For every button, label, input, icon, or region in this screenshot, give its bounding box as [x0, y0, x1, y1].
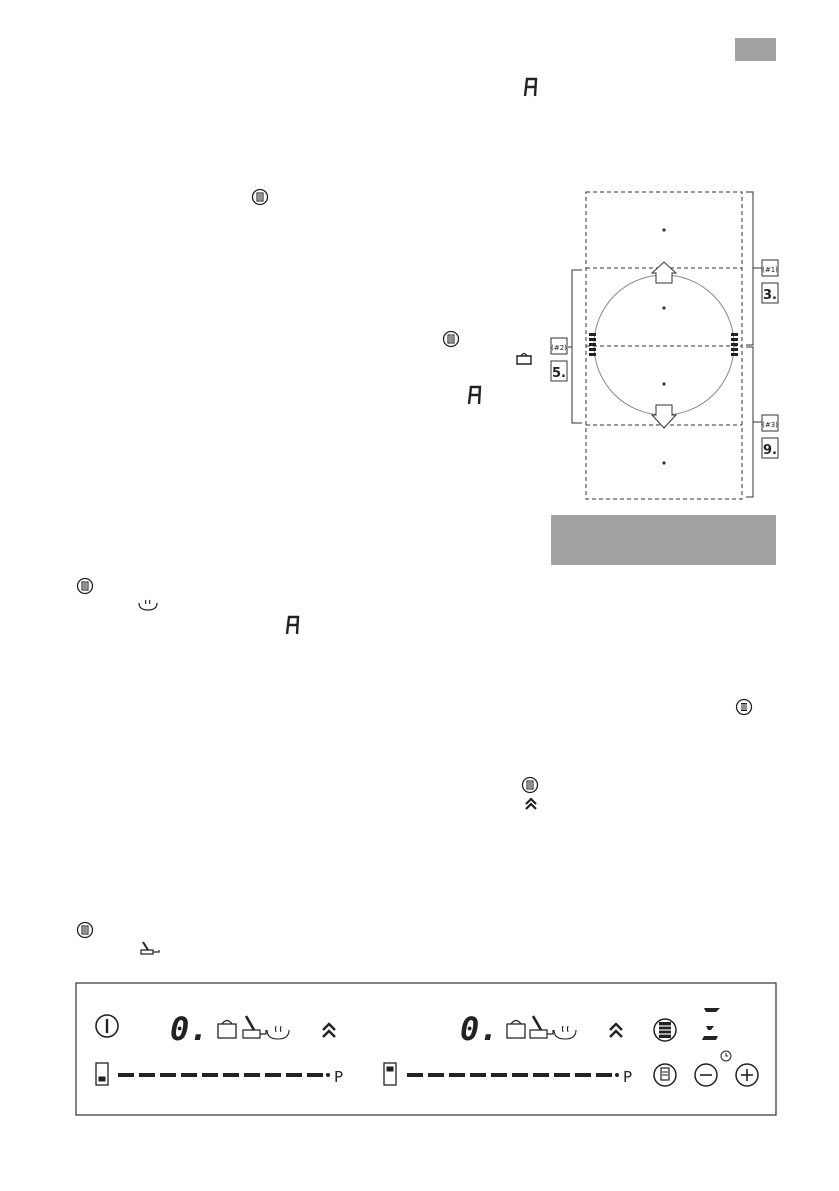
zone-select-icon	[251, 188, 269, 206]
auto-letter-a-icon	[465, 384, 485, 406]
zone-select-icon	[442, 330, 460, 348]
side-markers	[589, 333, 738, 356]
left-zone-display: 0.	[170, 1010, 209, 1048]
arrow-up-icon	[652, 262, 676, 283]
auto-letter-a-icon	[521, 76, 541, 98]
frying-pan-icon	[138, 940, 162, 956]
zone-level-1: 3.	[763, 288, 777, 303]
zone-select-icon	[76, 921, 94, 939]
right-slider-p-label: P	[623, 1068, 633, 1086]
zone-select-icon	[521, 776, 539, 794]
left-slider-p-label: P	[334, 1068, 344, 1086]
cooking-zone-diagram	[545, 185, 785, 505]
pot-icon	[514, 350, 534, 366]
zone-level-2: 5.	[552, 366, 566, 381]
zone-label-2: (#2)	[551, 344, 567, 352]
zone-select-icon	[76, 577, 94, 595]
page-tab	[735, 38, 776, 61]
flexi-zone-circle	[594, 275, 734, 415]
zone-label-3: (#3)	[762, 421, 778, 429]
auto-letter-a-icon	[283, 614, 303, 636]
keep-warm-icon	[137, 598, 159, 612]
zone-level-3: 9.	[763, 443, 777, 458]
zone-outlines	[586, 192, 742, 499]
zone-label-1: (#1)	[762, 266, 778, 274]
right-zone-display: 0.	[460, 1010, 499, 1048]
timer-bars-icon	[735, 698, 753, 716]
section-banner	[551, 515, 776, 565]
power-boost-icon	[523, 796, 539, 812]
control-panel	[70, 978, 782, 1120]
